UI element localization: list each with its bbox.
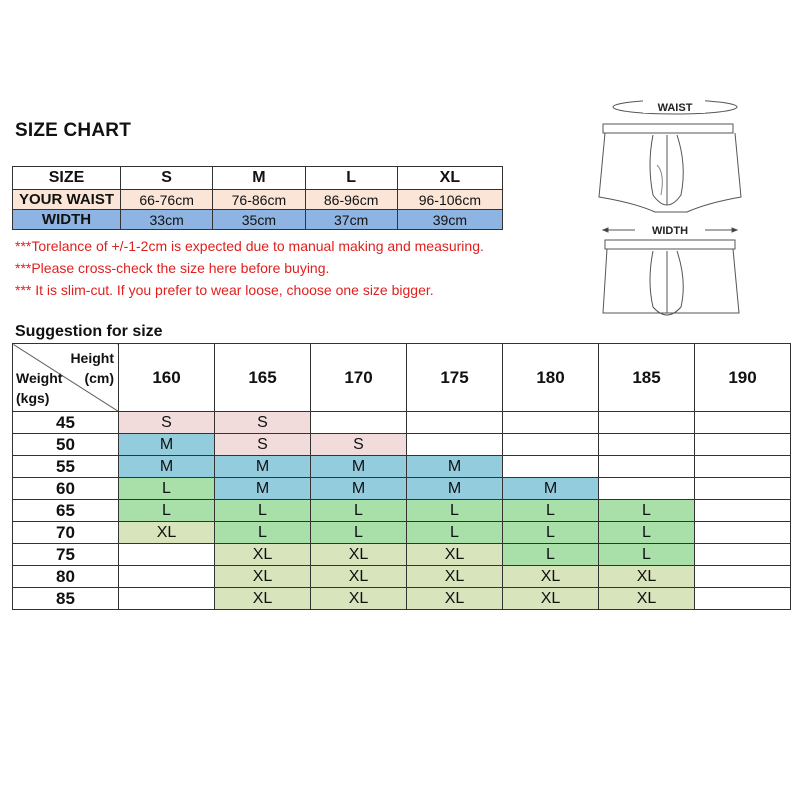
underwear-illustration: [595, 95, 755, 320]
size-cell: [599, 478, 695, 500]
note-cross-check: ***Please cross-check the size here before buying.: [15, 260, 330, 276]
size-cell: XL: [119, 522, 215, 544]
weight-cell: 85: [13, 588, 119, 610]
cell: 39cm: [397, 210, 502, 230]
size-cell: M: [119, 456, 215, 478]
corner-weight-unit: (kgs): [16, 390, 50, 406]
header-cell: L: [305, 167, 397, 190]
size-cell: [119, 566, 215, 588]
height-header: 170: [311, 344, 407, 412]
size-cell: L: [311, 522, 407, 544]
size-cell: XL: [503, 566, 599, 588]
size-cell: S: [119, 412, 215, 434]
size-cell: L: [503, 522, 599, 544]
cell: 86-96cm: [305, 190, 397, 210]
size-cell: S: [311, 434, 407, 456]
cell: 96-106cm: [397, 190, 502, 210]
weight-cell: 60: [13, 478, 119, 500]
size-cell: [407, 412, 503, 434]
size-cell: L: [599, 500, 695, 522]
size-cell: L: [599, 544, 695, 566]
height-header: 190: [695, 344, 791, 412]
size-cell: [407, 434, 503, 456]
waist-diagram: [599, 99, 741, 212]
row-label: YOUR WAIST: [13, 190, 121, 210]
size-cell: L: [503, 500, 599, 522]
size-cell: XL: [215, 566, 311, 588]
size-cell: [695, 434, 791, 456]
header-cell: SIZE: [13, 167, 121, 190]
size-cell: L: [407, 522, 503, 544]
size-cell: [119, 588, 215, 610]
size-cell: M: [311, 456, 407, 478]
cell: 33cm: [121, 210, 213, 230]
size-cell: [503, 412, 599, 434]
table-row: [13, 588, 791, 610]
size-cell: XL: [503, 588, 599, 610]
suggestion-header-row: [13, 344, 791, 412]
cell: 35cm: [213, 210, 305, 230]
table-row: [13, 434, 791, 456]
size-cell: L: [119, 500, 215, 522]
size-cell: [599, 456, 695, 478]
size-cell: [695, 522, 791, 544]
page-title: SIZE CHART: [15, 120, 131, 141]
size-cell: [503, 434, 599, 456]
table-row: [13, 500, 791, 522]
weight-cell: 45: [13, 412, 119, 434]
size-cell: XL: [599, 588, 695, 610]
size-cell: XL: [407, 566, 503, 588]
note-slim-cut: *** It is slim-cut. If you prefer to wear loose, choose one size bigger.: [15, 282, 434, 298]
size-cell: S: [215, 434, 311, 456]
waist-row: [13, 190, 503, 210]
table-row: [13, 566, 791, 588]
table-row: [13, 478, 791, 500]
svg-text:WAIST: WAIST: [657, 102, 693, 114]
size-cell: L: [215, 500, 311, 522]
size-cell: [599, 412, 695, 434]
weight-cell: 50: [13, 434, 119, 456]
height-header: 175: [407, 344, 503, 412]
width-row: [13, 210, 503, 230]
size-table: [12, 166, 503, 230]
size-cell: XL: [215, 588, 311, 610]
size-cell: [695, 456, 791, 478]
size-cell: L: [119, 478, 215, 500]
size-cell: XL: [311, 588, 407, 610]
size-table-header: [13, 167, 503, 190]
table-row: [13, 456, 791, 478]
size-cell: XL: [311, 544, 407, 566]
width-diagram: [603, 225, 739, 315]
size-cell: M: [119, 434, 215, 456]
size-cell: XL: [407, 588, 503, 610]
header-cell: S: [121, 167, 213, 190]
table-row: [13, 522, 791, 544]
height-header: 165: [215, 344, 311, 412]
size-cell: XL: [599, 566, 695, 588]
size-cell: M: [407, 478, 503, 500]
row-label: WIDTH: [13, 210, 121, 230]
size-cell: XL: [407, 544, 503, 566]
corner-height-label: Height: [70, 350, 114, 366]
size-cell: L: [215, 522, 311, 544]
size-cell: [695, 412, 791, 434]
size-cell: XL: [215, 544, 311, 566]
size-cell: [599, 434, 695, 456]
cell: 37cm: [305, 210, 397, 230]
size-cell: [119, 544, 215, 566]
weight-cell: 70: [13, 522, 119, 544]
size-cell: S: [215, 412, 311, 434]
size-cell: M: [407, 456, 503, 478]
size-cell: L: [599, 522, 695, 544]
cell: 76-86cm: [213, 190, 305, 210]
size-cell: [695, 478, 791, 500]
size-cell: [695, 500, 791, 522]
size-cell: L: [311, 500, 407, 522]
size-cell: M: [215, 478, 311, 500]
height-header: 185: [599, 344, 695, 412]
size-cell: M: [215, 456, 311, 478]
weight-cell: 75: [13, 544, 119, 566]
svg-text:WIDTH: WIDTH: [651, 225, 689, 237]
header-cell: XL: [397, 167, 502, 190]
size-cell: L: [503, 544, 599, 566]
size-cell: [311, 412, 407, 434]
weight-cell: 80: [13, 566, 119, 588]
size-cell: M: [311, 478, 407, 500]
size-cell: [695, 588, 791, 610]
weight-cell: 55: [13, 456, 119, 478]
cell: 66-76cm: [121, 190, 213, 210]
corner-height-unit: (cm): [84, 370, 114, 386]
size-cell: XL: [311, 566, 407, 588]
weight-cell: 65: [13, 500, 119, 522]
corner-weight-label: Weight: [16, 370, 63, 386]
size-cell: M: [503, 478, 599, 500]
size-cell: [695, 544, 791, 566]
size-cell: [503, 456, 599, 478]
size-cell: [695, 566, 791, 588]
notes: [15, 235, 484, 301]
height-header: 160: [119, 344, 215, 412]
corner-cell: [13, 344, 119, 412]
header-cell: M: [213, 167, 305, 190]
height-header: 180: [503, 344, 599, 412]
size-cell: L: [407, 500, 503, 522]
suggestion-title: Suggestion for size: [15, 323, 163, 340]
table-row: [13, 412, 791, 434]
table-row: [13, 544, 791, 566]
note-tolerance: ***Torelance of +/-1-2cm is expected due to manual making and measuring.: [15, 238, 484, 254]
suggestion-table: [12, 343, 791, 610]
